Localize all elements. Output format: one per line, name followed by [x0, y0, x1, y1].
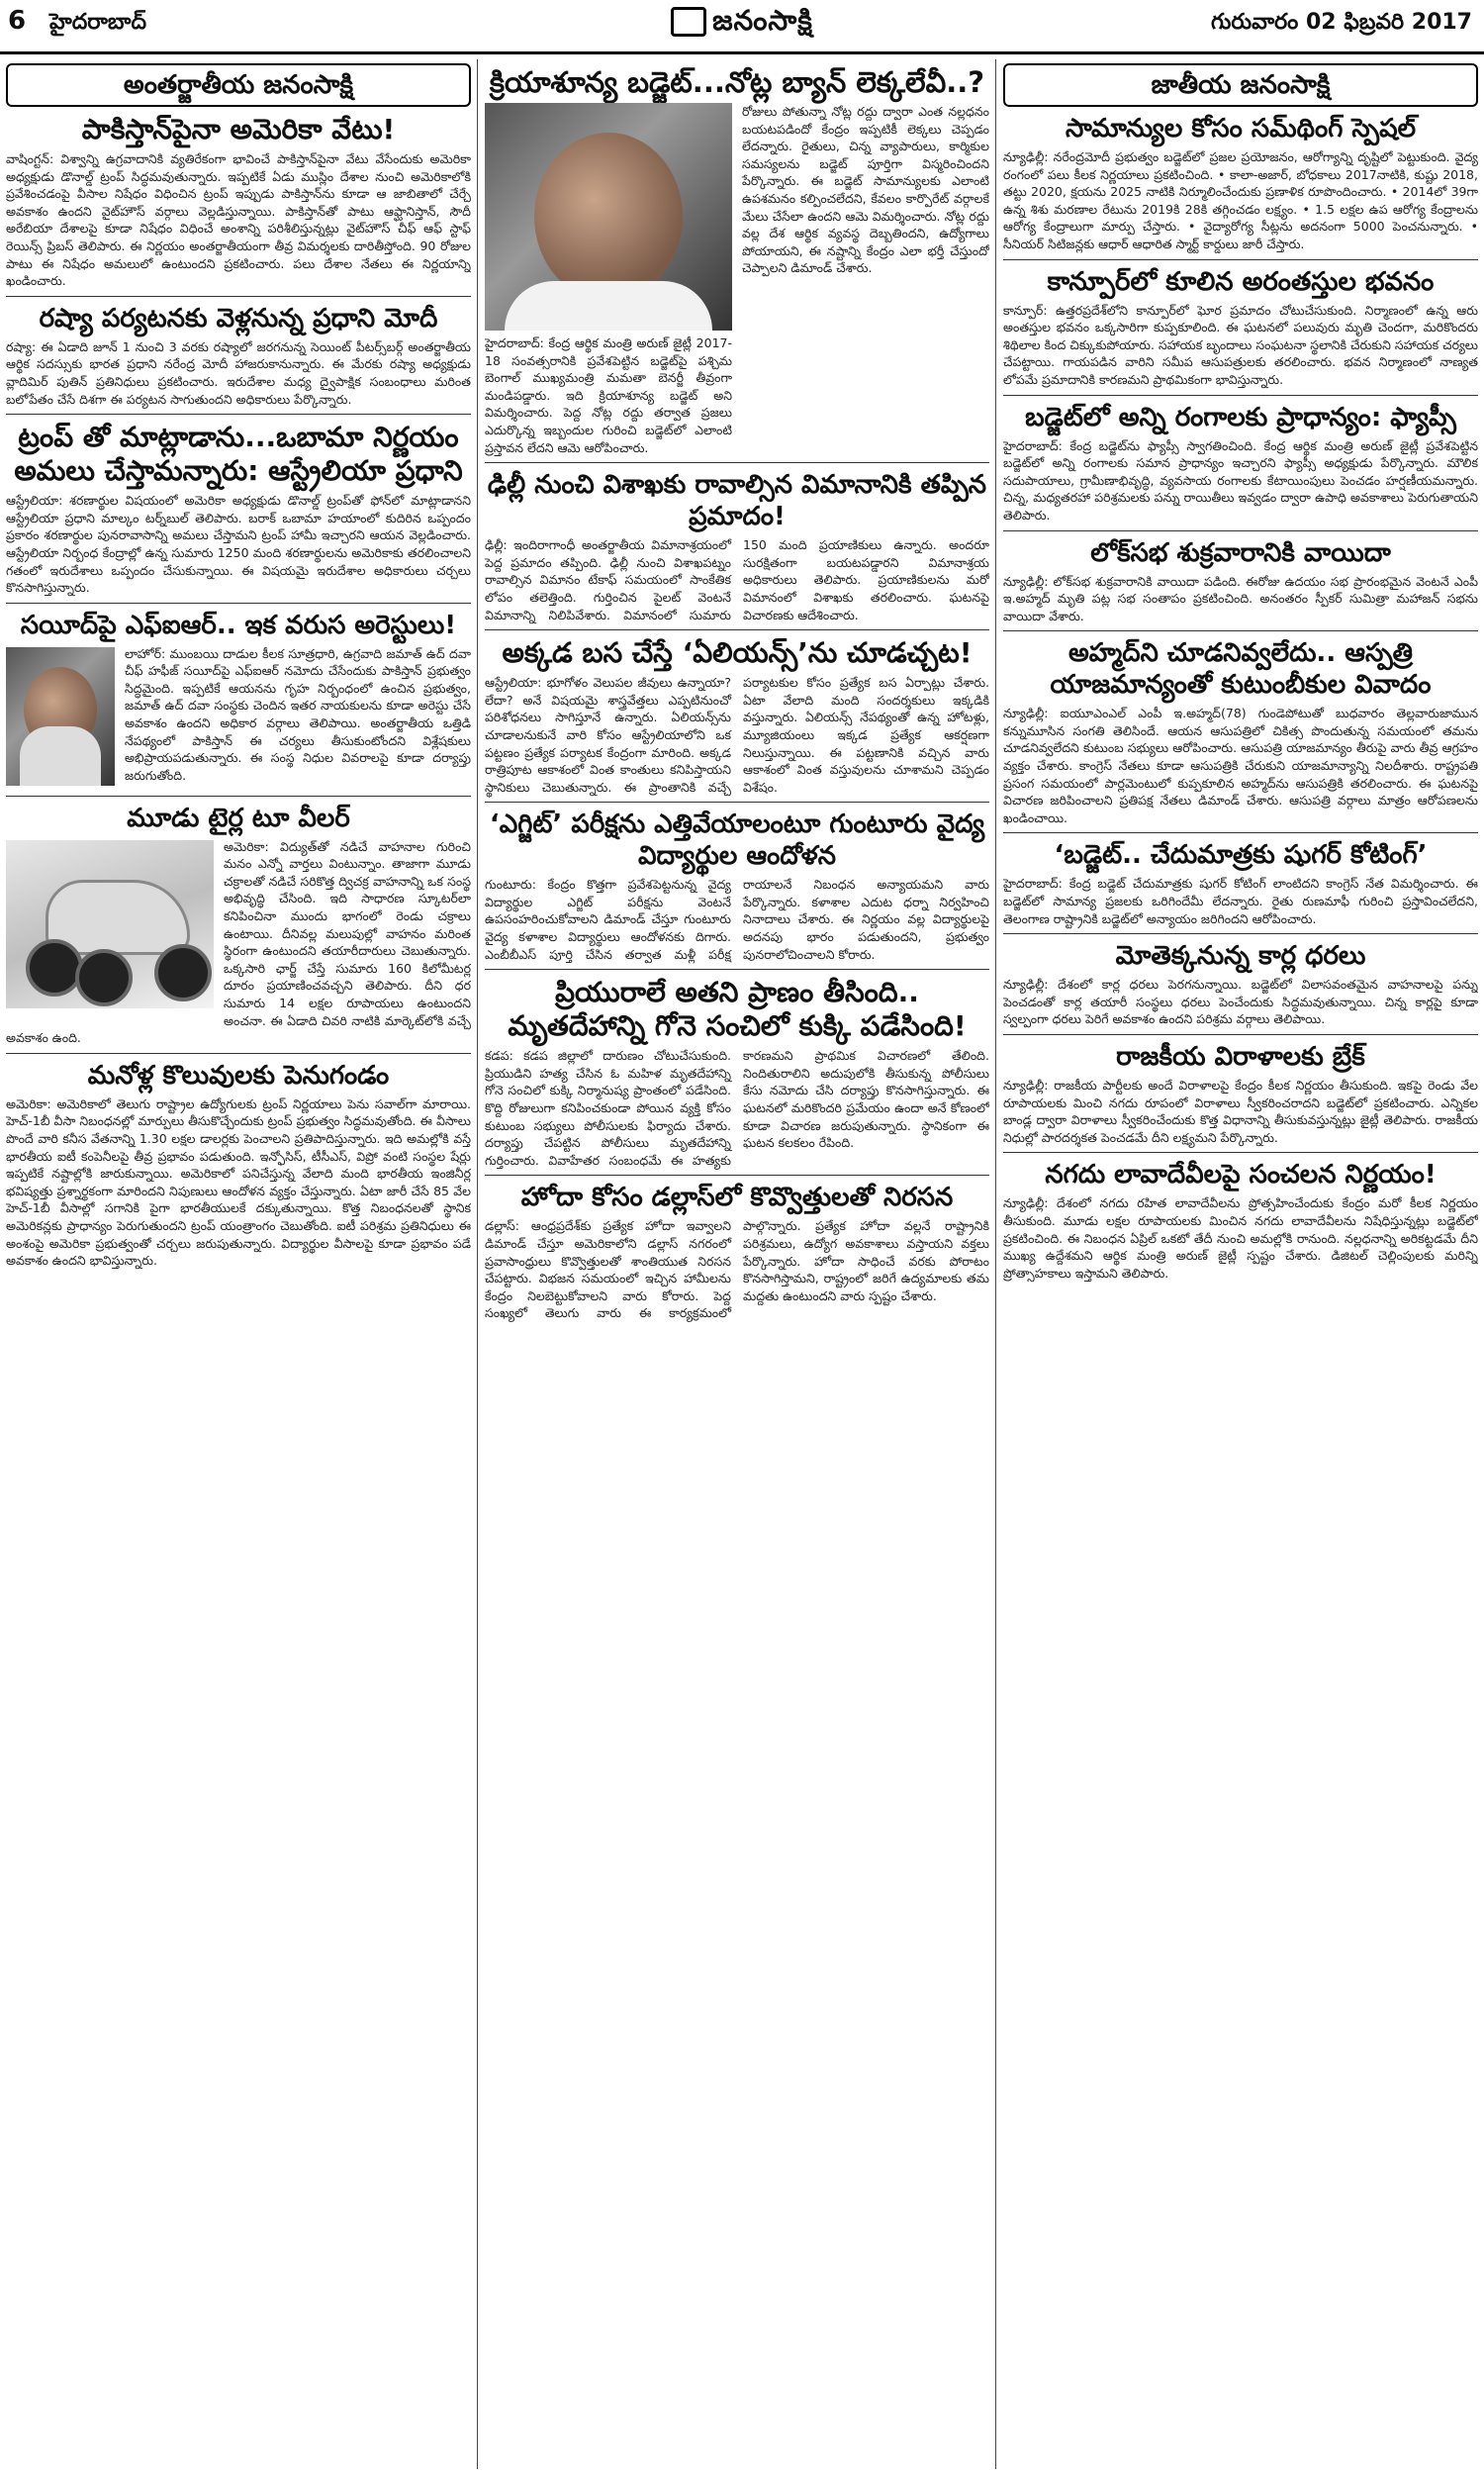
- international-column: [6, 59, 471, 2469]
- story-title: మోతెక్కనున్న కార్ల ధరలు: [1115, 941, 1366, 972]
- story-body: న్యూఢిల్లీ: నరేంద్రమోదీ ప్రభుత్వం బడ్జెట్‌లో ప్రజల ప్రయోజనం, ఆరోగ్యాన్ని దృష్టిలో పెట్టుకుంది. వైద్య రంగంలో పలు కీలక నిర్ణయాలు ప్రకటించింది. • కాలా-అజార్‌, బోధకాలు 2017నాటికి, కుష్టు 2018, తట్టు 2020, క్షయను 2025 నాటికి నిర్మూలించేందుకు ప్రణాళిక రూపొందించారు. • 2014లో 39గా ఉన్న శిశు మరణాల రేటును 2019కి 28కి తగ్గించడం లక్ష్యం. • 1.5 లక్షల ఉప ఆరోగ్య కేంద్రాలను ఆరోగ్య కేంద్రాలుగా మార్పు చేస్తారు. • వైద్యారోగ్య సీట్లను అదనంగా 5000 పెంచనున్నారు. • సీనియర్‌ సిటిజన్లకు ఆధార్‌ ఆధారిత స్మార్ట్‌ కార్డులు జారీ చేస్తారు.: [1003, 149, 1478, 251]
- column-divider: [995, 59, 996, 2469]
- story-body: న్యూఢిల్లీ: దేశంలో కార్ల ధరలు పెరగనున్నాయి. బడ్జెట్‌లో విలాసవంతమైన వాహనాలపై పన్ను పెంచడంతో కార్ల తయారీ సంస్థలు ధరలు పెంచేందుకు సిద్ధమవుతున్నాయి. చిన్న కార్లపై కూడా స్వల్పంగా ధరలు పెరిగే అవకాశం ఉందని పరిశ్రమ వర్గాలు తెలిపాయి.: [1003, 977, 1478, 1027]
- story-kanpur: [1003, 266, 1478, 396]
- story-body: డల్లాస్‌: ఆంధ్రప్రదేశ్‌కు ప్రత్యేక హోదా ఇవ్వాలని డిమాండ్‌ చేస్తూ అమెరికాలోని డల్లాస్‌ నగరంలో ప్రవాసాంధ్రులు కొవ్వొత్తులతో శాంతియుత నిరసన చేపట్టారు. విభజన సమయంలో ఇచ్చిన హామీలను కేంద్రం నిలబెట్టుకోవాలని వారు కోరారు. పెద్ద సంఖ్యలో తెలుగు వారు ఈ కార్యక్రమంలో పాల్గొన్నారు. ప్రత్యేక హోదా వల్లనే రాష్ట్రానికి పరిశ్రమలు, ఉద్యోగ అవకాశాలు వస్తాయని వక్తలు పేర్కొన్నారు. హోదా సాధించే వరకు పోరాటం కొనసాగిస్తామని, రాష్ట్రంలో జరిగే ఉద్యమాలకు తమ మద్దతు ఉంటుందని వారు స్పష్టం చేశారు.: [485, 1218, 989, 1321]
- story-body: ఆస్ట్రేలియా: భూగోళం వెలుపల జీవులు ఉన్నాయా? లేదా? అనే విషయమై శాస్త్రవేత్తలు ఎప్పటినుంచో పరిశోధనలు సాగిస్తూనే ఉన్నారు. ఏలియన్స్‌ను చూడాలనుకునే వారి కోసం ఆస్ట్రేలియాలోని ఒక పట్టణం ప్రత్యేక పర్యాటక కేంద్రంగా మారింది. అక్కడ రాత్రిపూట ఆకాశంలో వింత కాంతులు కనిపిస్తాయని స్థానికులు చెబుతున్నారు. ఈ ప్రాంతానికి వచ్చే పర్యాటకుల కోసం ప్రత్యేక బస ఏర్పాట్లు చేశారు. ఏటా వేలాది మంది సందర్శకులు ఇక్కడికి వస్తున్నారు. ఏలియన్స్‌ నేపథ్యంతో ఉన్న హోటళ్లు, మ్యూజియంలు ఇక్కడ ప్రత్యేక ఆకర్షణగా నిలుస్తున్నాయి. ఈ పట్టణానికి వచ్చిన వారు ఆకాశంలో వింత వస్తువులను చూశామని చెప్పడం విశేషం.: [485, 675, 989, 795]
- story-title: లోక్‌సభ శుక్రవారానికి వాయిదా: [1090, 537, 1391, 568]
- story-fapcci: [1003, 402, 1478, 531]
- story-body: న్యూఢిల్లీ: రాజకీయ పార్టీలకు అందే విరాళాలపై కేంద్రం కీలక నిర్ణయం తీసుకుంది. ఇకపై రెండు వేల రూపాయలకు మించి నగదు రూపంలో విరాళాలు స్వీకరించరాదని బడ్జెట్‌లో ప్రకటించారు. ఎన్నికల బాండ్ల ద్వారా విరాళాలు స్వీకరించేందుకు కొత్త విధానాన్ని తీసుకువస్తున్నట్లు జైట్లీ తెలిపారు. రాజకీయ నిధుల్లో పారదర్శకత పెంచడమే దీని లక్ష్యమని పేర్కొన్నారు.: [1003, 1078, 1478, 1145]
- story-australia: [6, 421, 471, 604]
- story-body: న్యూఢిల్లీ: లోక్‌సభ శుక్రవారానికి వాయిదా పడింది. ఈరోజు ఉదయం సభ ప్రారంభమైన వెంటనే ఎంపీ ఇ.అహ్మద్‌ మృతి పట్ల సభ సంతాపం ప్రకటించింది. అనంతరం స్పీకర్‌ సుమిత్రా మహాజన్‌ సభను వాయిదా వేశారు.: [1003, 573, 1478, 623]
- story-body-continued: రోజులు పోతున్నా నోట్ల రద్దు ద్వారా ఎంత నల్లధనం బయటపడిందో కేంద్రం ఇప్పటికీ లెక్కలు చెప్పడం లేదన్నారు. రైతులు, చిన్న వ్యాపారులు, కార్మికుల సమస్యలను బడ్జెట్‌ పూర్తిగా విస్మరించిందని పేర్కొన్నారు. ఈ బడ్జెట్‌ సామాన్యులకు ఎలాంటి ఉపశమనం కల్పించలేదని, కేవలం కార్పొరేట్‌ వర్గాలకే మేలు చేసేలా ఉందని ఆమె విమర్శించారు. నోట్ల రద్దు వల్ల దేశ ఆర్థిక వ్యవస్థ దెబ్బతిందని, ఉద్యోగాలు పోయాయని, ఈ నష్టాన్ని కేంద్రం ఎలా భర్తీ చేస్తుందో చెప్పాలని డిమాండ్‌ చేశారు.: [742, 104, 989, 276]
- scooter-photo: [6, 840, 214, 1008]
- story-title: క్రియాశూన్య బడ్జెట్‌...నోట్ల బ్యాన్‌ లెక్కలేవీ..?: [489, 65, 985, 99]
- story-budget-health: [1003, 113, 1478, 260]
- story-kadapa: [485, 976, 989, 1176]
- story-body: కడప: కడప జిల్లాలో దారుణం చోటుచేసుకుంది. ప్రియుడిని హత్య చేసిన ఓ మహిళ మృతదేహాన్ని గోనె సంచిలో కుక్కి నిర్మానుష్య ప్రాంతంలో పడేసింది. కొద్ది రోజులుగా కనిపించకుండా పోయిన వ్యక్తి కోసం కుటుంబ సభ్యులు పోలీసులకు ఫిర్యాదు చేశారు. దర్యాప్తు చేపట్టిన పోలీసులు మృతదేహాన్ని గుర్తించారు. వివాహేతర సంబంధమే ఈ హత్యకు కారణమని ప్రాథమిక విచారణలో తేలింది. నిందితురాలిని అదుపులోకి తీసుకున్న పోలీసులు కేసు నమోదు చేసి దర్యాప్తు కొనసాగిస్తున్నారు. ఈ ఘటనలో మరికొందరి ప్రమేయం ఉందా అనే కోణంలో కూడా విచారణ జరుపుతున్నారు. స్థానికంగా ఈ ఘటన కలకలం రేపింది.: [485, 1048, 989, 1168]
- story-cash-transactions: [1003, 1159, 1478, 1287]
- story-flight: [485, 469, 989, 630]
- story-title: మూడు టైర్ల టూ వీలర్‌: [127, 803, 350, 833]
- story-body: వాషింగ్టన్‌: విశ్వాన్ని ఉగ్రవాదానికి వ్యతిరేకంగా భావించే పాకిస్తాన్‌పైనా వేటు వేసేందుకు అమెరికా అధ్యక్షుడు డొనాల్డ్‌ ట్రంప్‌ సిద్ధమవుతున్నారు. ఇప్పటికే ఏడు ముస్లిం దేశాల నుంచి అమెరికాలోకి ప్రవేశించడంపై వీసాల నిషేధం విధించిన ట్రంప్‌ ఇప్పుడు పాకిస్తాన్‌ను కూడా ఆ జాబితాలో చేర్చే అవకాశం ఉందని వైట్‌హౌస్‌ వర్గాలు వెల్లడిస్తున్నాయి. పాకిస్తాన్‌తో పాటు ఆఫ్ఘానిస్తాన్‌, సౌదీ అరేబియా దేశాలపై కూడా నిషేధం విధించే అంశాన్ని పరిశీలిస్తున్నట్లు వైట్‌హౌస్‌ చీఫ్‌ ఆఫ్‌ స్టాఫ్‌ రెయిన్స్‌ ప్రిబస్‌ తెలిపారు. ఈ నిర్ణయం అంతర్జాతీయంగా తీవ్ర విమర్శలకు దారితీస్తోంది. 90 రోజుల పాటు ఈ నిషేధం అమలులో ఉంటుందని ప్రకటించారు. పలు దేశాల నేతలు ఈ నిర్ణయాన్ని ఖండించారు.: [6, 151, 471, 289]
- city-name: హైదరాబాద్: [49, 10, 146, 35]
- story-three-wheeler: [6, 803, 471, 1054]
- story-title: రాజకీయ విరాళాలకు బ్రేక్‌: [1116, 1042, 1365, 1072]
- story-title: సామాన్యుల కోసం సమ్‌థింగ్‌ స్పెషల్‌: [1065, 114, 1417, 143]
- story-title: అహ్మద్‌ని చూడనివ్వలేదు.. ఆస్పత్రి యాజమాన్యంతో కుటుంబీకుల వివాదం: [1050, 638, 1432, 701]
- story-h1b: [6, 1060, 471, 1276]
- story-title: ‘బడ్జెట్‌.. చేదుమాత్రకు షుగర్‌ కోటింగ్‌’: [1054, 840, 1428, 871]
- story-body: న్యూఢిల్లీ: దేశంలో నగదు రహిత లావాదేవీలను ప్రోత్సహించేందుకు కేంద్రం మరో కీలక నిర్ణయం తీసుకుంది. మూడు లక్షల రూపాయలకు మించిన నగదు లావాదేవీలను నిషేధిస్తున్నట్లు బడ్జెట్‌లో ప్రకటించింది. ఈ నిబంధన ఏప్రిల్‌ ఒకటో తేదీ నుంచి అమల్లోకి రానుంది. నల్లధనాన్ని అరికట్టడమే దీని ముఖ్య ఉద్దేశమని ఆర్థిక మంత్రి అరుణ్‌ జైట్లీ స్పష్టం చేశారు. డిజిటల్‌ చెల్లింపులకు మరిన్ని ప్రోత్సాహకాలు ఇస్తామని తెలిపారు.: [1003, 1195, 1478, 1281]
- story-body: ఆస్ట్రేలియా: శరణార్థుల విషయంలో అమెరికా అధ్యక్షుడు డొనాల్డ్‌ ట్రంప్‌తో ఫోన్‌లో మాట్లాడానని ఆస్ట్రేలియా ప్రధాని మాల్కం టర్న్‌బుల్‌ తెలిపారు. బరాక్‌ ఒబామా హయాంలో కుదిరిన ఒప్పందం ప్రకారం శరణార్థుల పునరావాసాన్ని అమలు చేస్తామని ట్రంప్‌ హామీ ఇచ్చారని ఆయన వెల్లడించారు. ఆస్ట్రేలియా నిర్బంధ కేంద్రాల్లో ఉన్న సుమారు 1250 మంది శరణార్థులను అమెరికాకు తరలించాలని గతంలో ఇరుదేశాలు ఒప్పందం చేసుకున్నాయి. ఈ విషయమై ఇరుదేశాల అధికారులు చర్చలు కొనసాగిస్తున్నారు.: [6, 493, 471, 596]
- story-title: బడ్జెట్‌లో అన్ని రంగాలకు ప్రాధాన్యం: ఫ్యాప్సీ: [1025, 402, 1456, 432]
- saeed-photo: [6, 647, 115, 786]
- page-number: 6: [8, 6, 27, 36]
- national-column: [1003, 59, 1478, 2469]
- story-body: హైదరాబాద్‌: కేంద్ర బడ్జెట్‌ను ఫ్యాప్సీ స్వాగతించింది. కేంద్ర ఆర్థిక మంత్రి అరుణ్‌ జైట్లీ ప్రవేశపెట్టిన బడ్జెట్‌లో అన్ని రంగాలకు సమాన ప్రాధాన్యం ఇచ్చారని ఫ్యాప్సీ అధ్యక్షుడు పేర్కొన్నారు. మౌలిక సదుపాయాలు, గ్రామీణాభివృద్ధి, వ్యవసాయ రంగాలకు కేటాయింపులు పెంచడం హర్షణీయమన్నారు. చిన్న, మధ్యతరహా పరిశ్రమలకు పన్ను రాయితీలు ఇవ్వడం ద్వారా ఉపాధి అవకాశాలు పెరుగుతాయని తెలిపారు.: [1003, 437, 1478, 523]
- logo-icon: [671, 7, 706, 37]
- story-ahmed: [1003, 637, 1478, 833]
- story-body: హైదరాబాద్‌: కేంద్ర బడ్జెట్‌ చేదుమాత్రకు షుగర్‌ కోటింగ్‌ లాంటిదని కాంగ్రెస్‌ నేత విమర్శించారు. ఈ బడ్జెట్‌లో సామాన్య ప్రజలకు ఒరిగిందేమీ లేదన్నారు. రైతు రుణమాఫీ గురించి ప్రస్తావించలేదని, తెలంగాణ రాష్ట్రానికి బడ్జెట్‌లో అన్యాయం జరిగిందని ఆరోపించారు.: [1003, 876, 1478, 926]
- story-loksabha: [1003, 537, 1478, 632]
- story-body: అమెరికా: అమెరికాలో తెలుగు రాష్ట్రాల ఉద్యోగులకు ట్రంప్‌ నిర్ణయాలు పెను సవాల్‌గా మారాయి. హెచ్‌-1బీ వీసా నిబంధనల్లో మార్పులు తీసుకొచ్చేందుకు ట్రంప్‌ ప్రభుత్వం సిద్ధమవుతోంది. ఈ వీసాలు పొందే వారి కనీస వేతనాన్ని 1.30 లక్షల డాలర్లకు పెంచాలని ప్రతిపాదిస్తున్నారు. ఇది అమల్లోకి వస్తే భారతీయ ఐటీ కంపెనీలపై తీవ్ర ప్రభావం పడుతుంది. ఇన్ఫోసిస్‌, టీసీఎస్‌, విప్రో వంటి సంస్థల షేర్లు ఇప్పటికే నష్టాల్లోకి జారుకున్నాయి. అమెరికాలో పనిచేస్తున్న వేలాది మంది భారతీయ ఇంజినీర్ల భవిష్యత్తు ప్రశ్నార్థకంగా మారిందని నిపుణులు ఆందోళన వ్యక్తం చేస్తున్నారు. ఏటా జారీ చేసే 85 వేల హెచ్‌-1బీ వీసాల్లో సగానికి పైగా భారతీయులకే దక్కుతున్నాయి. కొత్త నిబంధనలతో స్థానిక అమెరికన్లకు ప్రాధాన్యం పెరుగుతుందని ట్రంప్‌ యంత్రాంగం చెబుతోంది. ఐటీ పరిశ్రమ ప్రతినిధులు ఈ అంశంపై అమెరికా ప్రభుత్వంతో చర్చలు జరుపుతున్నారు. విద్యార్థుల వీసాలపై కూడా ప్రభావం పడే అవకాశం ఉందని భావిస్తున్నారు.: [6, 1095, 471, 1269]
- story-title: ట్రంప్‌ తో మాట్లాడాను...ఒబామా నిర్ణయం అమలు చేస్తామన్నారు: ఆస్ట్రేలియా ప్రధాని: [14, 421, 463, 488]
- story-body: లాహోర్‌: ముంబయి దాడుల కీలక సూత్రధారి, ఉగ్రవాది జమాత్‌ ఉద్‌ దవా చీఫ్‌ హఫీజ్‌ సయీద్‌పై ఎఫ్‌ఐఆర్‌ నమోదు చేసేందుకు పాకిస్తాన్‌ ప్రభుత్వం సిద్ధమైంది. ఇప్పటికే ఆయనను గృహ నిర్బంధంలో ఉంచిన ప్రభుత్వం, జమాత్‌ ఉద్‌ దవా సంస్థకు చెందిన ఇతర నాయకులను కూడా అరెస్టు చేసే అవకాశం ఉందని అధికార వర్గాలు తెలిపాయి. అంతర్జాతీయ ఒత్తిడి నేపథ్యంలో పాకిస్తాన్‌ ఈ చర్యలు తీసుకుంటోందని విశ్లేషకులు అభిప్రాయపడుతున్నారు. ఈ సంస్థ నిధుల వివరాలపై కూడా దర్యాప్తు జరుగుతోంది.: [125, 645, 471, 783]
- story-title: ప్రియురాలే అతని ప్రాణం తీసింది.. మృతదేహాన్ని గోనె సంచిలో కుక్కి పడేసింది!: [508, 976, 967, 1043]
- story-car-prices: [1003, 940, 1478, 1035]
- column-divider: [477, 59, 478, 2469]
- story-saeed: [6, 610, 471, 797]
- story-pakistan: [6, 113, 471, 297]
- story-aliens: [485, 636, 989, 803]
- story-title: నగదు లావాదేవీలపై సంచలన నిర్ణయం!: [1045, 1160, 1437, 1190]
- story-title: పాకిస్తాన్‌పైనా అమెరికా వేటు!: [81, 113, 396, 145]
- story-title: అక్కడ బస చేస్తే ‘ఏలియన్స్‌’ను చూడచ్చట!: [502, 636, 973, 670]
- story-title: కాన్పూర్‌లో కూలిన అరంతస్తుల భవనం: [1047, 266, 1435, 297]
- story-body: ఢిల్లీ: ఇందిరాగాంధీ అంతర్జాతీయ విమానాశ్రయంలో పెద్ద ప్రమాదం తప్పింది. ఢిల్లీ నుంచి విశాఖపట్నం రావాల్సిన విమానం టేకాఫ్‌ సమయంలో సాంకేతిక లోపం తలెత్తింది. గుర్తించిన పైలట్‌ వెంటనే విమానాన్ని నిలిపివేశారు. విమానంలో సుమారు 150 మంది ప్రయాణికులు ఉన్నారు. అందరూ సురక్షితంగా బయటపడ్డారని విమానాశ్రయ అధికారులు తెలిపారు. ప్రయాణికులను మరో విమానంలో విశాఖకు తరలించారు. ఘటనపై విచారణకు ఆదేశించారు.: [485, 537, 989, 622]
- story-title: రష్యా పర్యటనకు వెళ్లనున్న ప్రధాని మోదీ: [39, 303, 438, 333]
- logo-text: జనంసాక్షి: [712, 4, 813, 37]
- story-sugar-coating: [1003, 839, 1478, 934]
- section-header-national: జాతీయ జనంసాక్షి: [1003, 63, 1478, 107]
- issue-date: గురువారం 02 ఫిబ్రవరి 2017: [1210, 10, 1472, 35]
- story-mamata: [485, 65, 989, 463]
- story-dallas: [485, 1182, 989, 1328]
- story-body: గుంటూరు: కేంద్రం కొత్తగా ప్రవేశపెట్టనున్న వైద్య విద్యార్థుల ఎగ్జిట్‌ పరీక్షను వెంటనే ఉపసంహరించుకోవాలని డిమాండ్‌ చేస్తూ గుంటూరు వైద్య కళాశాల విద్యార్థులు ఆందోళనకు దిగారు. ఎంబీబీఎస్‌ పూర్తి చేసిన తర్వాత మళ్లీ పరీక్ష రాయాలనే నిబంధన అన్యాయమని వారు పేర్కొన్నారు. కళాశాల ఎదుట ధర్నా నిర్వహించి నినాదాలు చేశారు. ఈ నిర్ణయం వల్ల విద్యార్థులపై అదనపు భారం పడుతుందని, ప్రభుత్వం పునరాలోచించాలని కోరారు.: [485, 877, 989, 962]
- section-header-international: అంతర్జాతీయ జనంసాక్షి: [6, 63, 471, 107]
- masthead: [0, 0, 1484, 54]
- story-body: అమెరికా: విద్యుత్‌తో నడిచే వాహనాల గురించి మనం ఎన్నో వార్తలు వింటున్నాం. తాజాగా మూడు చక్రాలతో నడిచే సరికొత్త ద్విచక్ర వాహనాన్ని ఒక సంస్థ అభివృద్ధి చేసింది. ఇది సాధారణ స్కూటర్‌లా కనిపించినా ముందు భాగంలో రెండు చక్రాలు ఉంటాయి. దీనివల్ల మలుపుల్లో వాహనం మరింత స్థిరంగా ఉంటుందని తయారీదారులు చెబుతున్నారు. ఒక్కసారి ఛార్జ్‌ చేస్తే సుమారు 160 కిలోమీటర్ల దూరం ప్రయాణించవచ్చని తెలిపారు. దీని ధర సుమారు 14 లక్షల రూపాయలు ఉంటుందని అంచనా. ఈ ఏడాది చివరి నాటికి మార్కెట్‌లోకి వచ్చే అవకాశం ఉంది.: [6, 838, 471, 1046]
- mamata-photo: [485, 103, 732, 331]
- story-exit-exam: [485, 809, 989, 970]
- story-title: మనోళ్ల కొలువులకు పెనుగండం: [87, 1060, 390, 1091]
- story-political-donations: [1003, 1041, 1478, 1153]
- story-body: హైదరాబాద్‌: కేంద్ర ఆర్థిక మంత్రి అరుణ్‌ జైట్లీ 2017-18 సంవత్సరానికి ప్రవేశపెట్టిన బడ్జెట్‌పై పశ్చిమ బెంగాల్‌ ముఖ్యమంత్రి మమతా బెనర్జీ తీవ్రంగా మండిపడ్డారు. ఇది క్రియాశూన్య బడ్జెట్‌ అని విమర్శించారు. పెద్ద నోట్ల రద్దు తర్వాత ప్రజలు ఎదుర్కొన్న ఇబ్బందుల గురించి బడ్జెట్‌లో ఎలాంటి ప్రస్తావన లేదని ఆమె ఆరోపించారు.: [485, 335, 732, 455]
- story-title: ‘ఎగ్జిట్‌’ పరీక్షను ఎత్తివేయాలంటూ గుంటూరు వైద్య విద్యార్థుల ఆందోళన: [489, 809, 985, 872]
- middle-column: [485, 59, 989, 2469]
- story-body: రష్యా: ఈ ఏడాది జూన్‌ 1 నుంచి 3 వరకు రష్యాలో జరగనున్న సెయింట్‌ పీటర్స్‌బర్గ్‌ అంతర్జాతీయ ఆర్థిక సదస్సుకు భారత ప్రధాని నరేంద్ర మోదీ హాజరుకానున్నారు. ఈ మేరకు రష్యా అధ్యక్షుడు వ్లాదిమిర్‌ పుతిన్‌ ప్రతినిధులు ప్రకటించారు. ఇరుదేశాల మధ్య ద్వైపాక్షిక సంబంధాలు మరింత బలోపేతం చేసే దిశగా ఈ పర్యటన సాగుతుందని అధికారులు పేర్కొన్నారు.: [6, 338, 471, 407]
- story-title: హోదా కోసం డల్లాస్‌లో కొవ్వొత్తులతో నిరసన: [520, 1183, 954, 1213]
- story-russia: [6, 303, 471, 415]
- story-body: కాన్పూర్‌: ఉత్తరప్రదేశ్‌లోని కాన్పూర్‌లో ఘోర ప్రమాదం చోటుచేసుకుంది. నిర్మాణంలో ఉన్న ఆరు అంతస్తుల భవనం ఒక్కసారిగా కుప్పకూలింది. ఈ ఘటనలో పలువురు మృతి చెందగా, మరికొందరు శిథిలాల కింద చిక్కుకుపోయారు. సహాయక బృందాలు సంఘటనా స్థలానికి చేరుకుని సహాయక చర్యలు చేపట్టాయి. గాయపడిన వారిని సమీప ఆసుపత్రులకు తరలించారు. భవన నిర్మాణంలో నాణ్యత లోపమే ప్రమాదానికి కారణమని ప్రాథమికంగా భావిస్తున్నారు.: [1003, 302, 1478, 387]
- newspaper-logo: [633, 4, 851, 44]
- story-title: ఢిల్లీ నుంచి విశాఖకు రావాల్సిన విమానానికి తప్పిన ప్రమాదం!: [487, 470, 987, 532]
- story-title: సయీద్‌పై ఎఫ్‌ఐఆర్‌.. ఇక వరుస అరెస్టులు!: [20, 610, 457, 640]
- story-body: న్యూఢిల్లీ: ఐయూఎంఎల్‌ ఎంపీ ఇ.అహ్మద్‌(78) గుండెపోటుతో బుధవారం తెల్లవారుజామున కన్నుమూసిన సంగతి తెలిసిందే. ఆయన ఆసుపత్రిలో చికిత్స పొందుతున్న సమయంలో తమను చూడనివ్వలేదని కుటుంబ సభ్యులు ఆరోపించారు. ఆసుపత్రి యాజమాన్యం తీరుపై వారు తీవ్ర ఆగ్రహం వ్యక్తం చేశారు. కాంగ్రెస్‌ నేతలు కూడా ఆసుపత్రికి చేరుకుని యాజమాన్యాన్ని నిలదీశారు. రాష్ట్రపతి ప్రసంగ సమయంలో పార్లమెంటులో కుప్పకూలిన అహ్మద్‌ను ఆసుపత్రికి తరలించారు. ఈ ఘటనపై విచారణ జరిపించాలని ప్రతిపక్ష నేతలు డిమాండ్‌ చేశారు. ఆసుపత్రి వర్గాలు మాత్రం ఆరోపణలను ఖండించాయి.: [1003, 706, 1478, 825]
